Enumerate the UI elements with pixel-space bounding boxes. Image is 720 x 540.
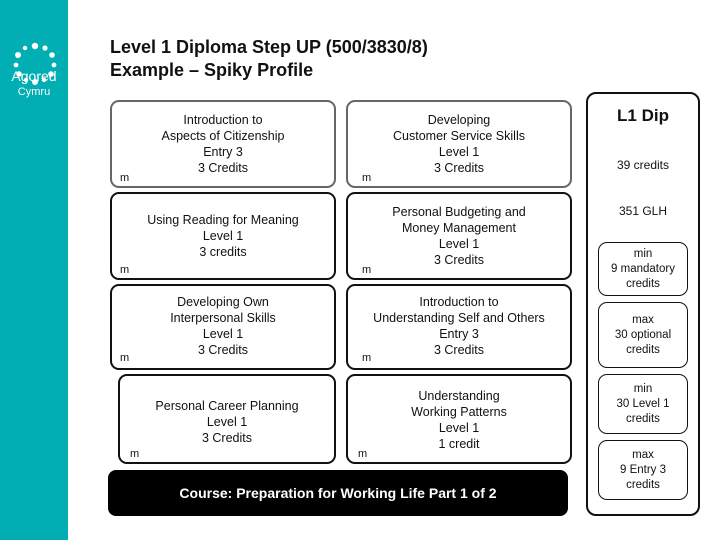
- brand-sidebar: [0, 0, 68, 540]
- unit-text: Developing Own Interpersonal Skills Level 1 3 Credits: [170, 295, 276, 357]
- unit-text: Introduction to Aspects of Citizenship Entry 3 3 Credits: [161, 113, 285, 175]
- unit-card: [346, 284, 572, 370]
- unit-marker: m: [120, 264, 130, 276]
- unit-marker: m: [358, 448, 368, 460]
- unit-text: Using Reading for Meaning Level 1 3 credits: [147, 213, 299, 259]
- summary-title: L1 Dip: [617, 106, 669, 125]
- unit-text: Developing Customer Service Skills Level 1 3 Credits: [393, 113, 525, 175]
- page-title-line2: Example – Spiky Profile: [110, 60, 314, 80]
- unit-marker: m: [120, 352, 130, 364]
- unit-marker: m: [362, 264, 372, 276]
- unit-card: [346, 192, 572, 280]
- unit-text: Introduction to Understanding Self and Others Entry 3 3 Credits: [373, 295, 545, 357]
- unit-card: [118, 374, 336, 464]
- unit-card: [110, 284, 336, 370]
- summary-box: max 9 Entry 3 credits: [598, 440, 688, 500]
- unit-text: Personal Career Planning Level 1 3 Credits: [155, 399, 299, 445]
- brand-name-line2: Cymru: [17, 86, 51, 98]
- unit-text: Personal Budgeting and Money Management Level 1 3 Credits: [392, 205, 526, 267]
- unit-marker: m: [120, 172, 130, 184]
- unit-card: [346, 100, 572, 188]
- unit-card: [110, 100, 336, 188]
- unit-marker: m: [130, 448, 140, 460]
- brand-name-line1: Agored: [11, 68, 57, 84]
- summary-box: max 30 optional credits: [598, 302, 688, 368]
- summary-glh: 351 GLH: [618, 204, 668, 218]
- unit-marker: m: [362, 172, 372, 184]
- page-title: [110, 36, 590, 82]
- unit-card: [110, 192, 336, 280]
- summary-box: min 9 mandatory credits: [598, 242, 688, 296]
- summary-box: min 30 Level 1 credits: [598, 374, 688, 434]
- unit-text: Understanding Working Patterns Level 1 1 credit: [411, 389, 507, 451]
- unit-marker: m: [362, 352, 372, 364]
- page-title-line1: Level 1 Diploma Step UP (500/3830/8): [110, 37, 428, 57]
- summary-credits: 39 credits: [616, 158, 670, 172]
- unit-card: [346, 374, 572, 464]
- course-banner: Course: Preparation for Working Life Part 1 of 2: [108, 470, 568, 516]
